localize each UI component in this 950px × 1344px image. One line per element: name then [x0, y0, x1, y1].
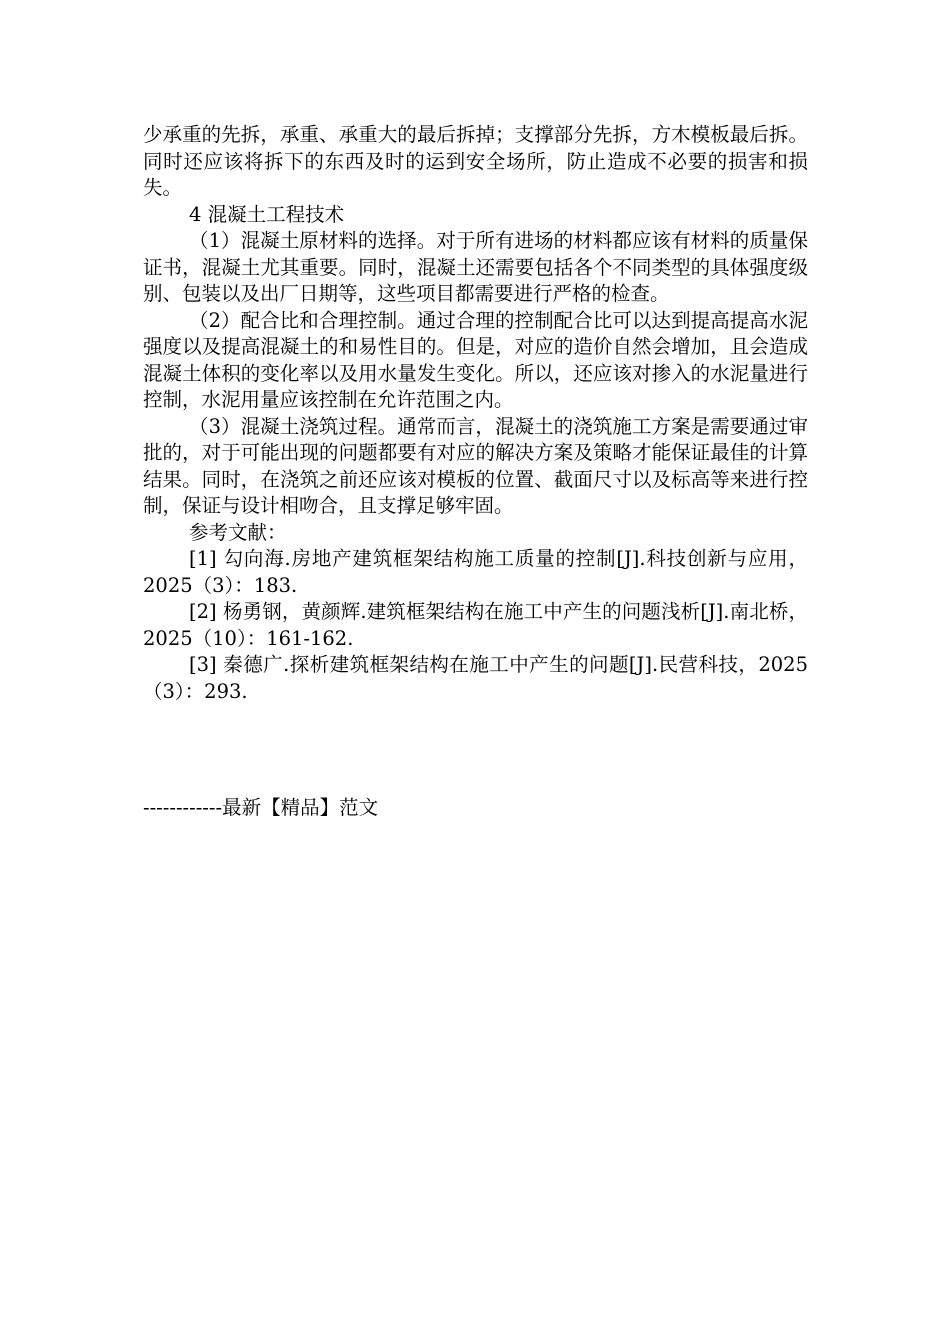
document-body: [143, 122, 808, 705]
reference-item-2: [2] 杨勇钢，黄颜辉.建筑框架结构在施工中产生的问题浅析[J].南北桥，2025（10）：161-162.: [143, 600, 808, 650]
section-heading-concrete: 4 混凝土工程技术: [189, 202, 345, 226]
references-heading: 参考文献：: [189, 520, 287, 544]
paragraph-formwork-removal: 少承重的先拆，承重、承重大的最后拆掉；支撑部分先拆，方木模板最后拆。同时还应该将拆下的东西及时的运到安全场所，防止造成不必要的损害和损失。: [143, 123, 808, 199]
paragraph-mix-ratio: （2）配合比和合理控制。通过合理的控制配合比可以达到提高提高水泥强度以及提高混凝土的和易性目的。但是，对应的造价自然会增加，且会造成混凝土体积的变化率以及用水量发生变化。所以，还应该对掺入的水泥量进行控制，水泥用量应该控制在允许范围之内。: [143, 308, 808, 411]
paragraph-pouring-process: （3）混凝土浇筑过程。通常而言，混凝土的浇筑施工方案是需要通过审批的，对于可能出现的问题都要有对应的解决方案及策略才能保证最佳的计算结果。同时，在浇筑之前还应该对模板的位置、截面尺寸以及标高等来进行控制，保证与设计相吻合，且支撑足够牢固。: [143, 414, 808, 517]
footer-text: ------------最新【精品】范文: [143, 796, 379, 819]
paragraph-raw-materials: （1）混凝土原材料的选择。对于所有进场的材料都应该有材料的质量保证书，混凝土尤其重要。同时，混凝土还需要包括各个不同类型的具体强度级别、包装以及出厂日期等，这些项目都需要进行严格的检查。: [143, 229, 808, 305]
reference-item-3: [3] 秦德广.探析建筑框架结构在施工中产生的问题[J].民营科技，2025（3）：293.: [143, 653, 808, 703]
reference-item-1: [1] 勾向海.房地产建筑框架结构施工质量的控制[J].科技创新与应用，2025（3）：183.: [143, 547, 808, 597]
